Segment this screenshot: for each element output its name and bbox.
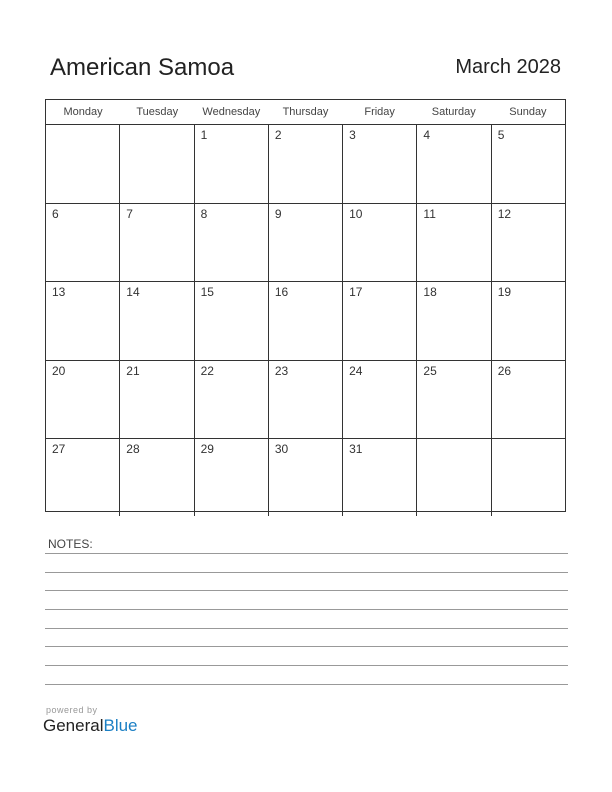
day-cell bbox=[343, 361, 417, 439]
day-number: 24 bbox=[349, 363, 363, 378]
day-cell bbox=[343, 204, 417, 282]
day-cell bbox=[120, 125, 194, 203]
weekday-sunday: Sunday bbox=[509, 106, 547, 118]
day-number: 22 bbox=[200, 363, 214, 378]
day-cell bbox=[269, 361, 343, 439]
day-number: 11 bbox=[423, 206, 436, 221]
day-number: 8 bbox=[200, 206, 208, 221]
day-number: 1 bbox=[200, 128, 208, 142]
weekday-monday: Monday bbox=[63, 106, 103, 118]
day-number: 18 bbox=[423, 285, 437, 299]
powered-by-text: powered by bbox=[46, 705, 98, 715]
day-cell bbox=[492, 282, 565, 360]
note-line bbox=[45, 665, 568, 666]
day-number: 9 bbox=[274, 206, 282, 221]
day-cell bbox=[343, 439, 417, 516]
day-cell bbox=[343, 125, 417, 203]
day-cell bbox=[120, 361, 194, 439]
day-cell bbox=[120, 439, 194, 516]
day-cell bbox=[195, 439, 269, 516]
day-number: 23 bbox=[274, 363, 289, 378]
day-cell bbox=[269, 204, 343, 282]
day-number: 10 bbox=[349, 206, 363, 221]
day-cell bbox=[120, 282, 194, 360]
day-number: 29 bbox=[200, 442, 214, 456]
day-number: 15 bbox=[200, 285, 214, 299]
month-label: March 2028 bbox=[455, 56, 561, 78]
brand-blue-text: Blue bbox=[103, 716, 138, 735]
day-cell bbox=[343, 282, 417, 360]
day-cell bbox=[46, 282, 120, 360]
brand-general-text: General bbox=[43, 716, 104, 735]
day-cell bbox=[195, 361, 269, 439]
weekday-wednesday: Wednesday bbox=[202, 106, 261, 118]
day-cell bbox=[417, 439, 491, 516]
day-number: 30 bbox=[274, 442, 289, 456]
day-number: 14 bbox=[126, 285, 140, 299]
day-number: 21 bbox=[126, 363, 140, 378]
week-row bbox=[46, 204, 565, 283]
day-cell bbox=[417, 361, 491, 439]
weekday-friday: Friday bbox=[364, 106, 395, 118]
day-number: 26 bbox=[497, 363, 512, 378]
week-row bbox=[46, 125, 565, 204]
day-cell bbox=[269, 125, 343, 203]
note-line bbox=[45, 628, 568, 629]
day-number: 2 bbox=[274, 128, 282, 142]
day-number: 27 bbox=[52, 442, 66, 456]
day-cell bbox=[120, 204, 194, 282]
note-line bbox=[45, 609, 568, 610]
week-row bbox=[46, 361, 565, 440]
day-number: 31 bbox=[349, 442, 363, 456]
day-cell bbox=[492, 125, 565, 203]
day-number: 3 bbox=[349, 128, 356, 142]
day-number: 13 bbox=[52, 285, 66, 299]
day-number: 28 bbox=[126, 442, 140, 456]
weeks-container bbox=[46, 125, 565, 516]
day-number: 20 bbox=[52, 363, 66, 378]
day-cell bbox=[269, 439, 343, 516]
day-number: 6 bbox=[52, 206, 59, 221]
week-row bbox=[46, 439, 565, 516]
day-cell bbox=[492, 361, 565, 439]
day-cell bbox=[195, 282, 269, 360]
note-line bbox=[45, 553, 568, 554]
day-number: 17 bbox=[349, 285, 363, 299]
notes-label: NOTES: bbox=[48, 537, 93, 551]
day-number: 25 bbox=[423, 363, 437, 378]
note-line bbox=[45, 646, 568, 647]
day-cell bbox=[417, 282, 491, 360]
day-number: 12 bbox=[497, 206, 512, 221]
week-row bbox=[46, 282, 565, 361]
day-cell bbox=[46, 439, 120, 516]
day-cell bbox=[195, 125, 269, 203]
calendar-grid bbox=[45, 99, 566, 512]
day-number: 5 bbox=[497, 128, 505, 142]
weekday-tuesday: Tuesday bbox=[136, 106, 179, 118]
day-number: 19 bbox=[497, 285, 512, 299]
weekday-saturday: Saturday bbox=[431, 106, 476, 118]
day-cell bbox=[46, 125, 120, 203]
note-line bbox=[45, 590, 568, 591]
generalblue-logo bbox=[43, 716, 138, 736]
note-line bbox=[45, 684, 568, 685]
day-cell bbox=[417, 204, 491, 282]
note-line bbox=[45, 572, 568, 573]
day-number: 7 bbox=[126, 206, 133, 221]
weekday-header-row bbox=[46, 100, 565, 125]
day-cell bbox=[195, 204, 269, 282]
day-cell bbox=[492, 204, 565, 282]
day-cell bbox=[269, 282, 343, 360]
day-cell bbox=[417, 125, 491, 203]
calendar-title: American Samoa bbox=[50, 54, 235, 81]
day-number: 4 bbox=[423, 128, 431, 142]
day-number: 16 bbox=[274, 285, 289, 299]
weekday-thursday: Thursday bbox=[282, 106, 329, 118]
day-cell bbox=[46, 204, 120, 282]
day-cell bbox=[46, 361, 120, 439]
day-cell bbox=[492, 439, 565, 516]
